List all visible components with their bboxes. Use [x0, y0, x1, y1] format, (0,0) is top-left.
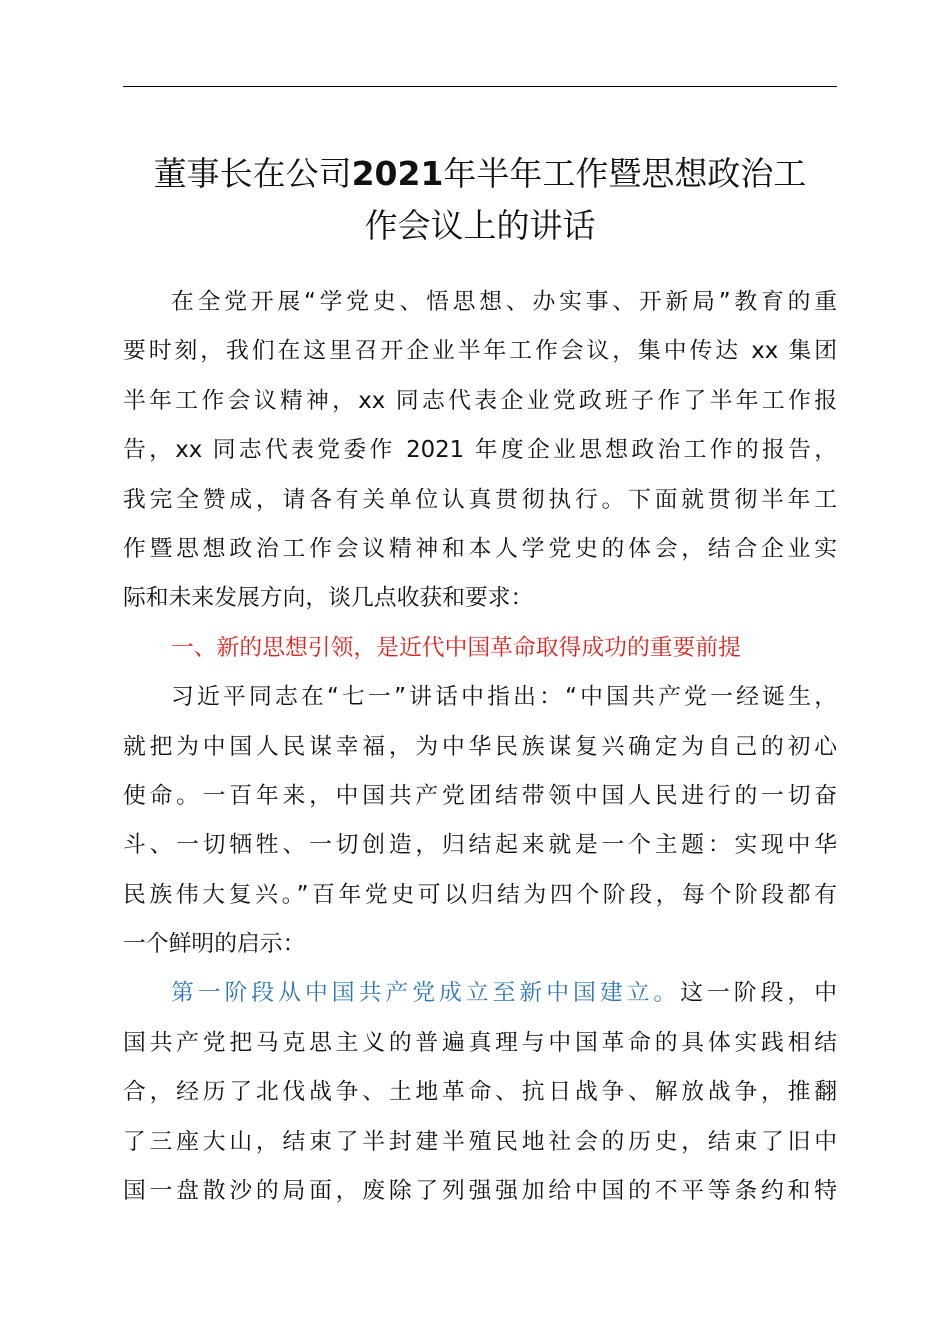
- title-part-b: 年半年工作暨思想政治工: [443, 154, 807, 193]
- paragraph-line: 国一盘散沙的局面，废除了列强强加给中国的不平等条约和特: [123, 1178, 837, 1205]
- section-heading-1: 一、新的思想引领，是近代中国革命取得成功的重要前提: [171, 634, 741, 661]
- document-title: [110, 148, 850, 252]
- paragraph-line: 作暨思想政治工作会议精神和本人学党史的体会，结合企业实: [123, 535, 837, 562]
- title-line-1: [110, 148, 850, 200]
- stage-1-heading: 第一阶段从中国共产党成立至新中国建立。: [171, 980, 681, 1007]
- paragraph-line: 际和未来发展方向，谈几点收获和要求：: [123, 585, 534, 612]
- paragraph-line: 使命。一百年来，中国共产党团结带领中国人民进行的一切奋: [123, 782, 837, 809]
- stage-1-line: [123, 969, 837, 1018]
- title-year: 2021: [351, 154, 444, 193]
- paragraph-line: 就把为中国人民谋幸福，为中华民族谋复兴确定为自己的初心: [123, 733, 837, 760]
- paragraph-text: 这一阶段，中: [680, 980, 838, 1007]
- paragraph-line: 我完全赞成，请各有关单位认真贯彻执行。下面就贯彻半年工: [123, 486, 837, 513]
- title-line-2: 作会议上的讲话: [364, 206, 596, 245]
- paragraph-line: 要时刻，我们在这里召开企业半年工作会议，集中传达 xx 集团: [123, 338, 837, 365]
- paragraph-line: 习近平同志在“七一”讲话中指出：“中国共产党一经诞生，: [171, 684, 837, 711]
- paragraph-line: 国共产党把马克思主义的普遍真理与中国革命的具体实践相结: [123, 1029, 837, 1056]
- document-body: [123, 278, 837, 1216]
- paragraph-line: 合，经历了北伐战争、土地革命、抗日战争、解放战争，推翻: [123, 1079, 837, 1106]
- header-rule: [123, 86, 837, 87]
- paragraph-line: 一个鲜明的启示：: [123, 931, 306, 958]
- title-part-a: 董事长在公司: [153, 154, 352, 193]
- paragraph-line: 在全党开展“学党史、悟思想、办实事、开新局”教育的重: [171, 289, 837, 315]
- paragraph-line: 告，xx 同志代表党委作 2021 年度企业思想政治工作的报告，: [123, 437, 837, 464]
- paragraph-line: 了三座大山，结束了半封建半殖民地社会的历史，结束了旧中: [123, 1128, 837, 1155]
- paragraph-line: 斗、一切牺牲、一切创造，归结起来就是一个主题：实现中华: [123, 832, 837, 859]
- paragraph-line: 民族伟大复兴。”百年党史可以归结为四个阶段，每个阶段都有: [123, 881, 837, 908]
- paragraph-line: 半年工作会议精神，xx 同志代表企业党政班子作了半年工作报: [123, 387, 837, 414]
